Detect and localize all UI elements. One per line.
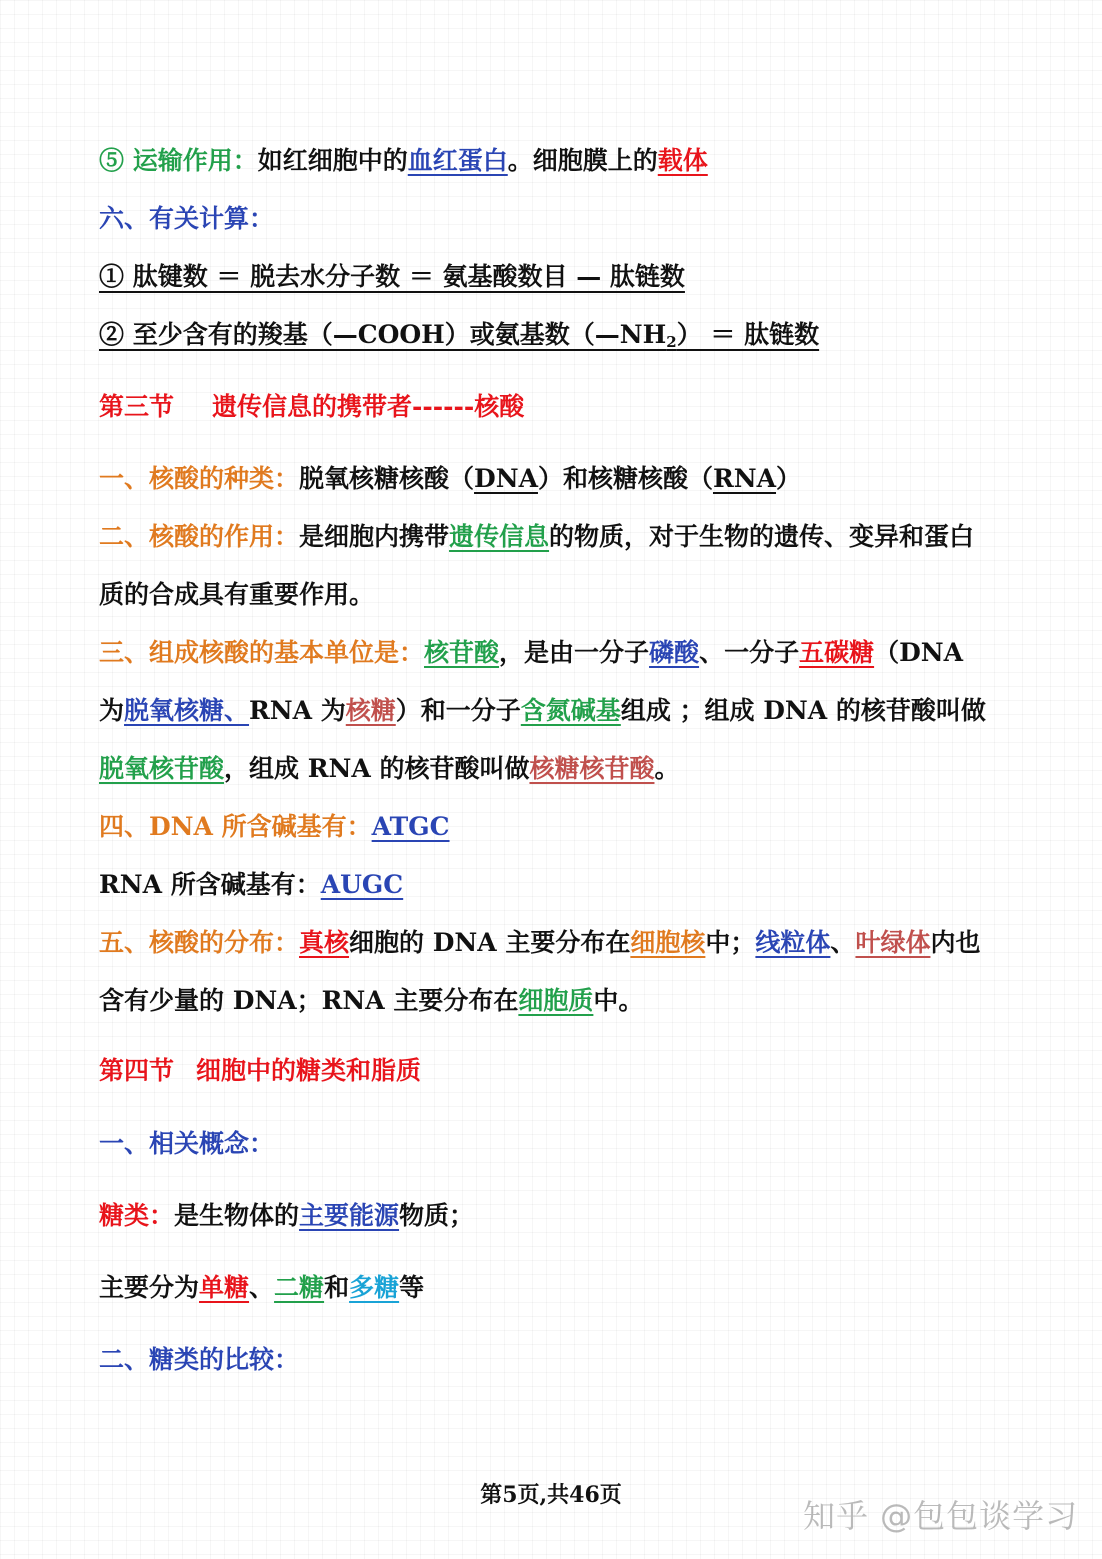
basic-unit-line: 三、组成核酸的基本单位是：核苷酸，是由一分子磷酸、一分子五碳糖（DNA <box>99 638 964 667</box>
formula-line: ① 肽键数 ＝ 脱去水分子数 ＝ 氨基酸数目 — 肽链数 <box>99 262 685 291</box>
keyword: 线粒体 <box>755 928 831 957</box>
keyword: 脱氧核苷酸 <box>99 754 225 783</box>
keyword: 核苷酸 <box>424 638 500 667</box>
keyword: 主要能源 <box>299 1201 400 1230</box>
rna-bases-line: RNA 所含碱基有：AUGC <box>99 870 404 899</box>
item-label: 糖类： <box>99 1201 175 1230</box>
sugar-categories-line: 主要分为单糖、二糖和多糖等 <box>99 1273 425 1302</box>
nucleic-acid-types-line: 一、核酸的种类：脱氧核糖核酸（DNA）和核糖核酸（RNA） <box>99 464 802 493</box>
paragraph-continuation: 质的合成具有重要作用。 <box>99 580 375 609</box>
keyword: 多糖 <box>349 1273 400 1302</box>
section-title: 第四节 细胞中的糖类和脂质 <box>99 1056 422 1085</box>
nucleic-acid-function-line: 二、核酸的作用：是细胞内携带遗传信息的物质，对于生物的遗传、变异和蛋白 <box>99 522 975 551</box>
keyword: 单糖 <box>199 1273 250 1302</box>
transport-function-line: ⑤ 运输作用：如红细胞中的血红蛋白。细胞膜上的载体 <box>99 146 708 175</box>
item-label: 四、DNA 所含碱基有： <box>99 812 372 841</box>
distribution-line: 五、核酸的分布：真核细胞的 DNA 主要分布在细胞核中；线粒体、叶绿体内也 <box>99 928 981 957</box>
item-number: ⑤ <box>99 146 133 175</box>
paragraph-continuation: 脱氧核苷酸，组成 RNA 的核苷酸叫做核糖核苷酸。 <box>99 754 680 783</box>
keyword: 核糖 <box>345 696 396 725</box>
item-label: 五、核酸的分布： <box>99 928 300 957</box>
heading-sugar-comparison: 二、糖类的比较： <box>99 1345 300 1374</box>
keyword: 血红蛋白 <box>407 146 508 175</box>
heading-calculation: 六、有关计算： <box>99 204 275 233</box>
sugar-definition-line: 糖类：是生物体的主要能源物质； <box>99 1201 475 1230</box>
paragraph-continuation: 含有少量的 DNA；RNA 主要分布在细胞质中。 <box>99 986 644 1015</box>
keyword: 五碳糖 <box>799 638 875 667</box>
item-label: 一、核酸的种类： <box>99 464 300 493</box>
keyword: 叶绿体 <box>855 928 931 957</box>
item-label: 二、核酸的作用： <box>99 522 300 551</box>
keyword: 遗传信息 <box>449 522 550 551</box>
keyword: 二糖 <box>274 1273 325 1302</box>
page-number: 第5页,共46页 <box>480 1482 622 1508</box>
formula-line: ② 至少含有的羧基（—COOH）或氨基数$(—NH_2)$ ＝ 肽链数 <box>99 320 820 351</box>
watermark: 知乎 @包包谈学习 <box>803 1497 1079 1535</box>
keyword: 含氮碱基 <box>520 696 621 725</box>
keyword: 真核 <box>299 928 350 957</box>
keyword: AUGC <box>320 870 404 899</box>
section-title: 第三节 遗传信息的携带者------核酸 <box>99 392 525 421</box>
keyword: 脱氧核糖、 <box>124 696 250 725</box>
keyword: ATGC <box>371 812 450 841</box>
paragraph-continuation: 为脱氧核糖、RNA 为核糖）和一分子含氮碱基组成 ；组成 DNA 的核苷酸叫做 <box>99 696 986 725</box>
keyword: RNA <box>712 464 777 493</box>
dna-bases-line <box>99 810 1019 844</box>
keyword: 磷酸 <box>649 638 700 667</box>
keyword: DNA <box>474 464 538 493</box>
heading-concepts: 一、相关概念： <box>99 1129 275 1158</box>
keyword: 细胞核 <box>630 928 706 957</box>
item-label: 三、组成核酸的基本单位是： <box>99 638 425 667</box>
keyword: 核糖核苷酸 <box>529 754 655 783</box>
item-label: 运输作用： <box>132 146 258 175</box>
keyword: 载体 <box>657 146 708 175</box>
keyword: 细胞质 <box>518 986 594 1015</box>
